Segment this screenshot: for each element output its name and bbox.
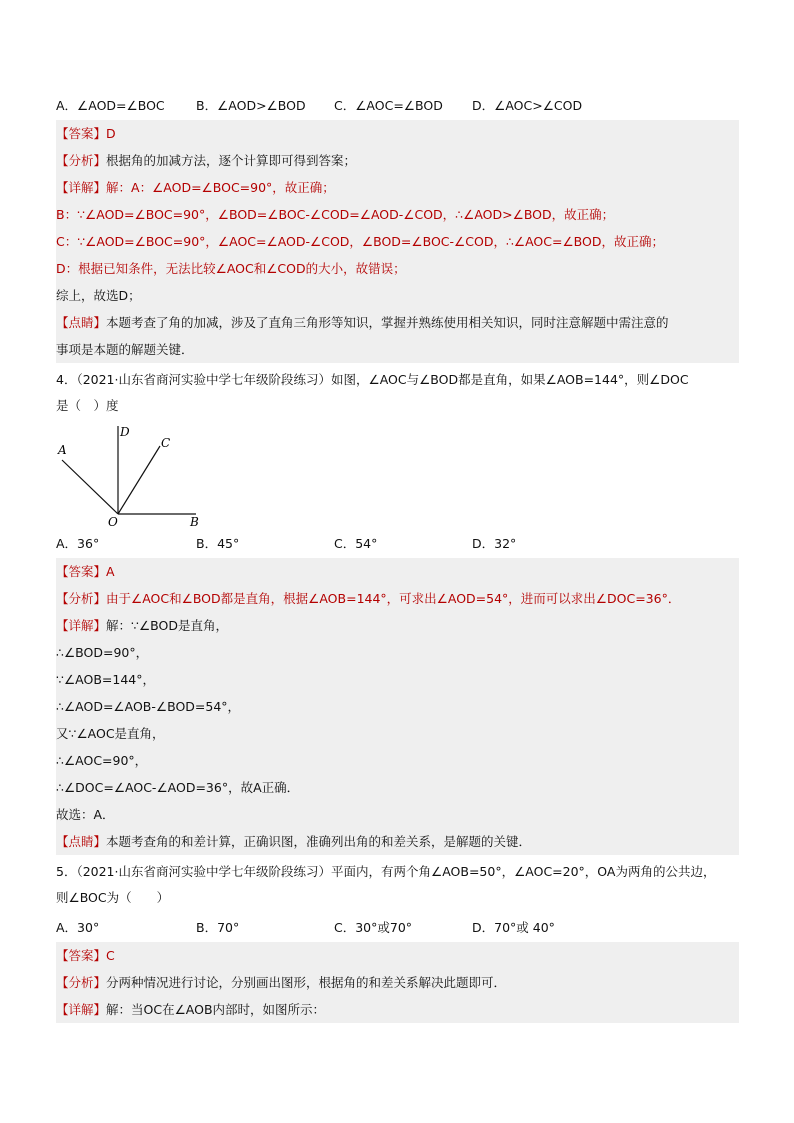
detail-text: 解：当OC在∠AOB内部时，如图所示： — [106, 1002, 326, 1017]
q4-detail-row — [56, 612, 739, 639]
q3-detail-d: D：根据已知条件，无法比较∠AOC和∠COD的大小，故错误； — [56, 255, 739, 282]
q3-option-a: A．∠AOD=∠BOC — [56, 98, 165, 113]
q5-option-a: A．30° — [56, 920, 100, 935]
label-b: B — [190, 515, 199, 529]
answer-value: C — [106, 948, 115, 963]
q3-comment-row — [56, 309, 739, 336]
q4-analysis-row — [56, 585, 739, 612]
comment-label: 【点睛】 — [56, 315, 107, 330]
q4-detail-8: 故选：A． — [56, 801, 739, 828]
q5-stem-line-2: 则∠BOC为（ ） — [56, 890, 170, 905]
detail-text: 解：A：∠AOD=∠BOC=90°，故正确； — [106, 180, 335, 195]
q5-analysis-row — [56, 969, 739, 996]
analysis-label: 【分析】 — [56, 153, 107, 168]
q4-stem-line-1: 4．（2021·山东省商河实验中学七年级阶段练习）如图，∠AOC与∠BOD都是直角，如果∠AOB=144°，则∠DOC — [56, 372, 689, 387]
q4-detail-6: ∴∠AOC=90°， — [56, 747, 739, 774]
q4-answer-row — [56, 558, 739, 585]
q3-detail-row — [56, 174, 739, 201]
q5-option-b: B．70° — [196, 920, 240, 935]
q4-detail-5: 又∵∠AOC是直角， — [56, 720, 739, 747]
detail-text: 解：∵∠BOD是直角， — [106, 618, 228, 633]
analysis-label: 【分析】 — [56, 975, 107, 990]
detail-label: 【详解】 — [56, 1002, 107, 1017]
analysis-text: 根据角的加减方法，逐个计算即可得到答案； — [106, 153, 357, 168]
q4-option-d: D．32° — [472, 536, 517, 551]
q5-option-d: D．70°或 40° — [472, 920, 555, 935]
answer-value: D — [106, 126, 116, 141]
q5-detail-row — [56, 996, 739, 1023]
detail-label: 【详解】 — [56, 180, 107, 195]
q3-analysis-row — [56, 147, 739, 174]
q5-option-c: C．30°或70° — [334, 920, 413, 935]
ray-oc — [118, 446, 160, 514]
q4-comment-row — [56, 828, 739, 855]
q3-comment-row-2: 事项是本题的解题关键． — [56, 336, 739, 363]
q5-stem-line-1: 5．（2021·山东省商河实验中学七年级阶段练习）平面内，有两个角∠AOB=50°，∠AOC=20°，OA为两角的公共边， — [56, 864, 716, 879]
analysis-label: 【分析】 — [56, 591, 107, 606]
q4-detail-7: ∴∠DOC=∠AOC-∠AOD=36°，故A正确． — [56, 774, 739, 801]
analysis-text: 分两种情况进行讨论，分别画出图形，根据角的和差关系解决此题即可． — [106, 975, 507, 990]
q3-answer-row — [56, 120, 739, 147]
q3-detail-b: B：∵∠AOD=∠BOC=90°，∠BOD=∠BOC-∠COD=∠AOD-∠COD，∴∠AOD>∠BOD，故正确； — [56, 201, 739, 228]
detail-label: 【详解】 — [56, 618, 107, 633]
q4-detail-3: ∵∠AOB=144°， — [56, 666, 739, 693]
label-d: D — [120, 425, 130, 439]
answer-value: A — [106, 564, 115, 579]
q3-summary: 综上，故选D； — [56, 282, 739, 309]
q3-detail-c: C：∵∠AOD=∠BOC=90°，∠AOC=∠AOD-∠COD，∠BOD=∠BOC-∠COD，∴∠AOC=∠BOD，故正确； — [56, 228, 739, 255]
q4-option-b: B．45° — [196, 536, 240, 551]
analysis-text: 由于∠AOC和∠BOD都是直角，根据∠AOB=144°，可求出∠AOD=54°，进而可以求出∠DOC=36°． — [106, 591, 681, 606]
comment-text: 本题考查了角的加减，涉及了直角三角形等知识，掌握并熟练使用相关知识，同时注意解题中需注意的 — [106, 315, 669, 330]
comment-text: 本题考查角的和差计算，正确识图，准确列出角的和差关系，是解题的关键． — [106, 834, 532, 849]
q4-option-c: C．54° — [334, 536, 378, 551]
label-c: C — [161, 436, 171, 450]
label-a: A — [58, 443, 67, 457]
answer-label: 【答案】 — [56, 948, 107, 963]
answer-label: 【答案】 — [56, 126, 107, 141]
answer-label: 【答案】 — [56, 564, 107, 579]
q4-angle-figure — [56, 420, 216, 530]
comment-label: 【点睛】 — [56, 834, 107, 849]
q5-answer-row — [56, 942, 739, 969]
label-o: O — [108, 515, 118, 529]
q4-detail-2: ∴∠BOD=90°， — [56, 639, 739, 666]
q3-option-c: C．∠AOC=∠BOD — [334, 98, 443, 113]
ray-oa — [62, 460, 118, 514]
q4-option-a: A．36° — [56, 536, 100, 551]
q3-option-d: D．∠AOC>∠COD — [472, 98, 583, 113]
q4-detail-4: ∴∠AOD=∠AOB-∠BOD=54°， — [56, 693, 739, 720]
q3-option-b: B．∠AOD>∠BOD — [196, 98, 306, 113]
q4-stem-line-2: 是（ ）度 — [56, 398, 119, 413]
